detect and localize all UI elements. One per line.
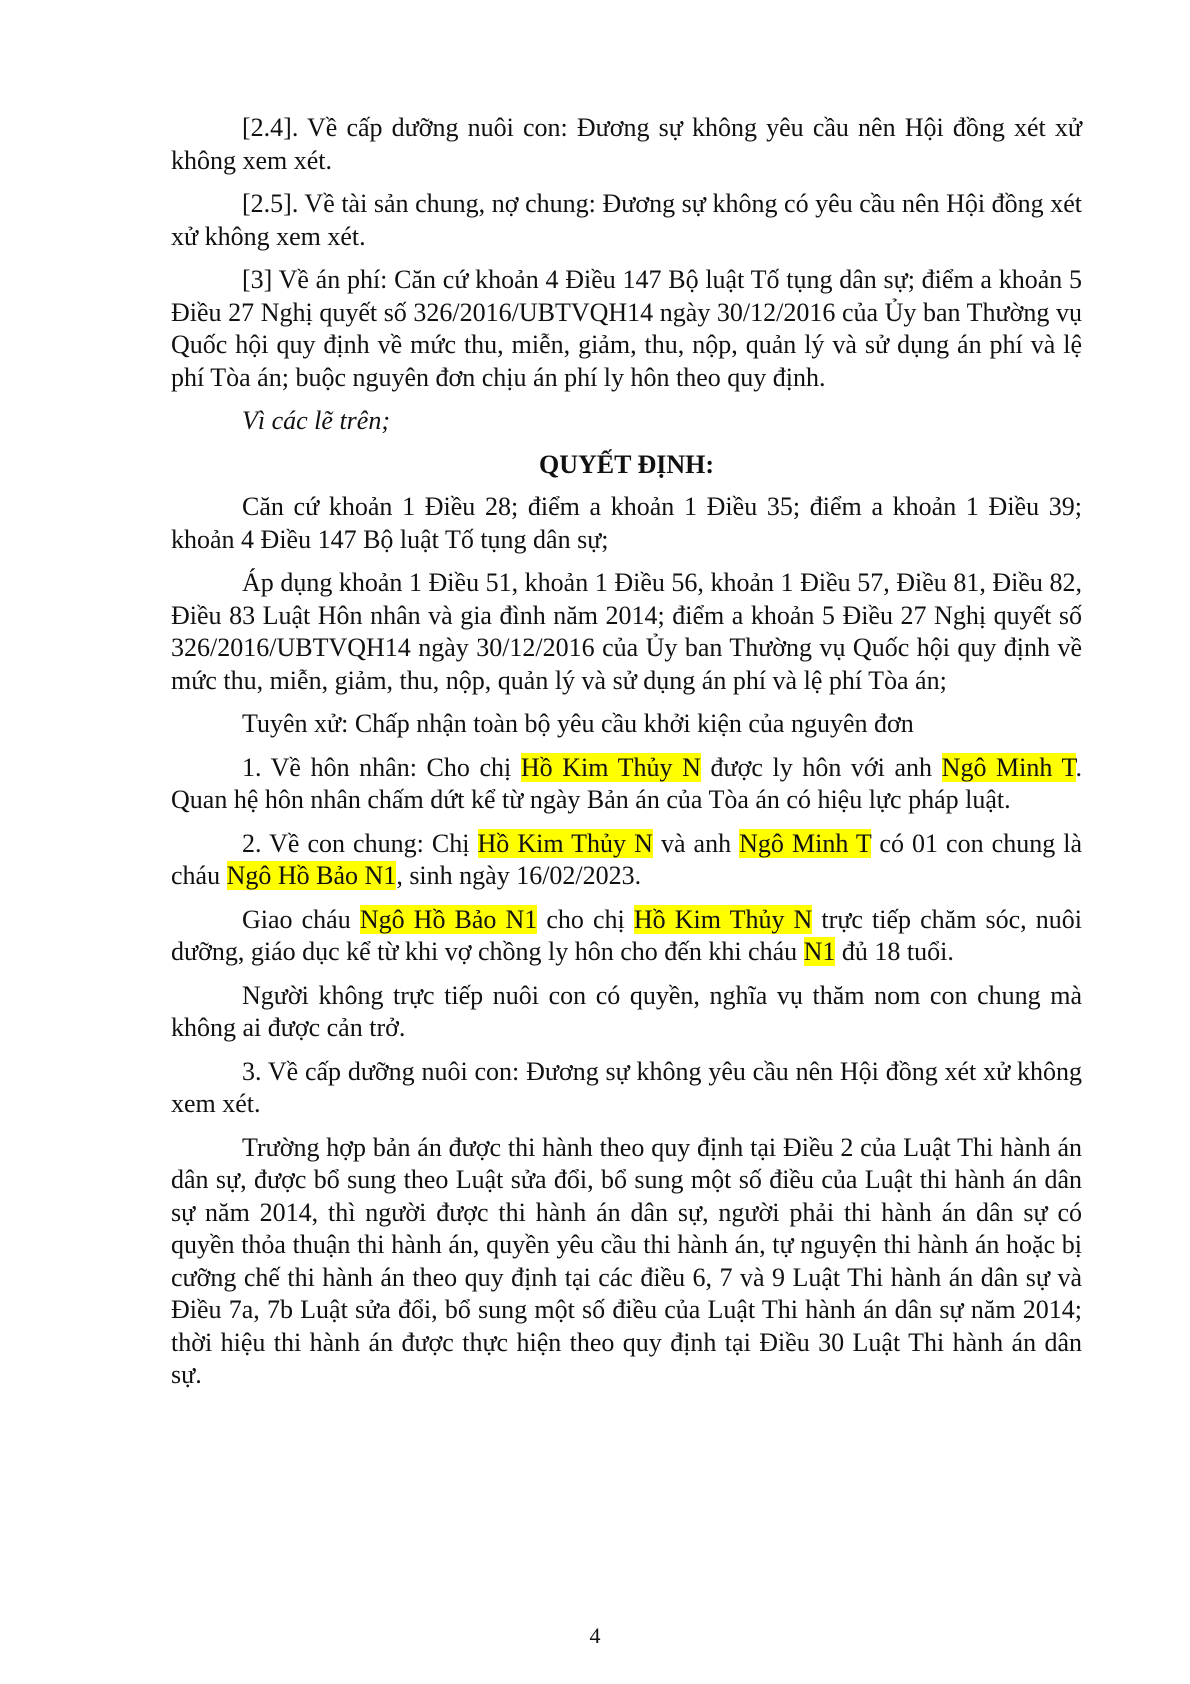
- document-body: [171, 112, 1082, 1403]
- section-heading: [171, 449, 1082, 482]
- paragraph-p2-5: [171, 188, 1082, 253]
- highlighted-name: Ngô Hồ Bảo N1: [359, 904, 538, 934]
- paragraph-can-cu: [171, 491, 1082, 556]
- paragraph-list: [171, 112, 1082, 1392]
- page-number: 4: [589, 1623, 601, 1648]
- highlighted-name: Ngô Minh T: [941, 752, 1076, 782]
- text-segment: đủ 18 tuổi.: [835, 937, 954, 966]
- text-segment: [2.5]. Về tài sản chung, nợ chung: Đương sự không có yêu cầu nên Hội đồng xét xử không xem xét.: [171, 189, 1082, 251]
- highlighted-name: Ngô Hồ Bảo N1: [226, 861, 397, 890]
- text-segment: Vì các lẽ trên;: [242, 406, 390, 435]
- text-segment: , sinh ngày 16/02/2023.: [396, 861, 642, 890]
- text-segment: 1. Về hôn nhân: Cho chị: [242, 752, 521, 782]
- paragraph-giao-chau: [171, 904, 1082, 969]
- paragraph-hon-nhan: [171, 752, 1082, 817]
- text-segment: và anh: [652, 828, 740, 858]
- paragraph-truong-hop: [171, 1132, 1082, 1392]
- text-segment: Giao cháu: [242, 904, 360, 934]
- highlighted-name: Hồ Kim Thủy N: [633, 904, 813, 934]
- paragraph-p3: [171, 264, 1082, 394]
- paragraph-tuyen-xu: [171, 708, 1082, 741]
- paragraph-con-chung: [171, 828, 1082, 893]
- text-segment: trực tiếp chăm sóc, nuôi dưỡng, giáo dục kể từ khi vợ chồng ly hôn cho đến khi cháu: [171, 904, 1082, 966]
- paragraph-nguoi-khong: [171, 980, 1082, 1045]
- paragraph-vi-cac-le: [171, 405, 1082, 438]
- highlighted-name: Hồ Kim Thủy N: [520, 752, 701, 782]
- text-segment: được ly hôn với anh: [700, 752, 942, 782]
- text-segment: 2. Về con chung: Chị: [242, 828, 478, 858]
- text-segment: Người không trực tiếp nuôi con có quyền, nghĩa vụ thăm nom con chung mà không ai được cản trở.: [171, 980, 1082, 1042]
- text-segment: Áp dụng khoản 1 Điều 51, khoản 1 Điều 56, khoản 1 Điều 57, Điều 81, Điều 82, Điều 83 Luật Hôn nhân và gia đình năm 2014; điểm a khoản 5 Điều 27 Nghị quyết số 326/2016/UBTVQH14 ngày 30/12/2016 của Ủy ban Thường vụ Quốc hội quy định về mức thu, miễn, giảm, thu, nộp, quản lý và sử dụng án phí và lệ phí Tòa án;: [171, 568, 1082, 695]
- text-segment: Tuyên xử: Chấp nhận toàn bộ yêu cầu khởi kiện của nguyên đơn: [242, 709, 914, 738]
- highlighted-name: Hồ Kim Thủy N: [477, 828, 653, 858]
- text-segment: QUYẾT ĐỊNH:: [538, 449, 715, 479]
- highlighted-name: Ngô Minh T: [739, 828, 872, 858]
- text-segment: 3. Về cấp dưỡng nuôi con: Đương sự không yêu cầu nên Hội đồng xét xử không xem xét.: [171, 1056, 1082, 1118]
- text-segment: cho chị: [537, 904, 634, 934]
- text-segment: . Quan hệ hôn nhân chấm dứt kể từ ngày Bản án của Tòa án có hiệu lực pháp luật.: [171, 752, 1082, 814]
- highlighted-name: N1: [803, 937, 836, 966]
- text-segment: có 01 con chung là cháu: [171, 828, 1083, 890]
- paragraph-cap-duong: [171, 1056, 1082, 1121]
- text-segment: Trường hợp bản án được thi hành theo quy định tại Điều 2 của Luật Thi hành án dân sự, được bổ sung theo Luật sửa đổi, bổ sung một số điều của Luật thi hành án dân sự năm 2014, thì người được thi hành án dân sự, người phải thi hành án dân sự có quyền thỏa thuận thi hành án, quyền yêu cầu thi hành án, tự nguyện thi hành án hoặc bị cưỡng chế thi hành án theo quy định tại các điều 6, 7 và 9 Luật Thi hành án dân sự và Điều 7a, 7b Luật sửa đổi, bổ sung một số điều của Luật Thi hành án dân sự năm 2014; thời hiệu thi hành án được thực hiện theo quy định tại Điều 30 Luật Thi hành án dân sự.: [171, 1132, 1082, 1389]
- paragraph-ap-dung: [171, 567, 1082, 697]
- paragraph-p2-4: [171, 112, 1082, 177]
- text-segment: [2.4]. Về cấp dưỡng nuôi con: Đương sự không yêu cầu nên Hội đồng xét xử không xem xét.: [171, 113, 1082, 175]
- text-segment: Căn cứ khoản 1 Điều 28; điểm a khoản 1 Điều 35; điểm a khoản 1 Điều 39; khoản 4 Điều 147 Bộ luật Tố tụng dân sự;: [171, 492, 1082, 554]
- text-segment: [3] Về án phí: Căn cứ khoản 4 Điều 147 Bộ luật Tố tụng dân sự; điểm a khoản 5 Điều 27 Nghị quyết số 326/2016/UBTVQH14 ngày 30/12/2016 của Ủy ban Thường vụ Quốc hội quy định về mức thu, miễn, giảm, thu, nộp, quản lý và sử dụng án phí và lệ phí Tòa án; buộc nguyên đơn chịu án phí ly hôn theo quy định.: [171, 265, 1082, 392]
